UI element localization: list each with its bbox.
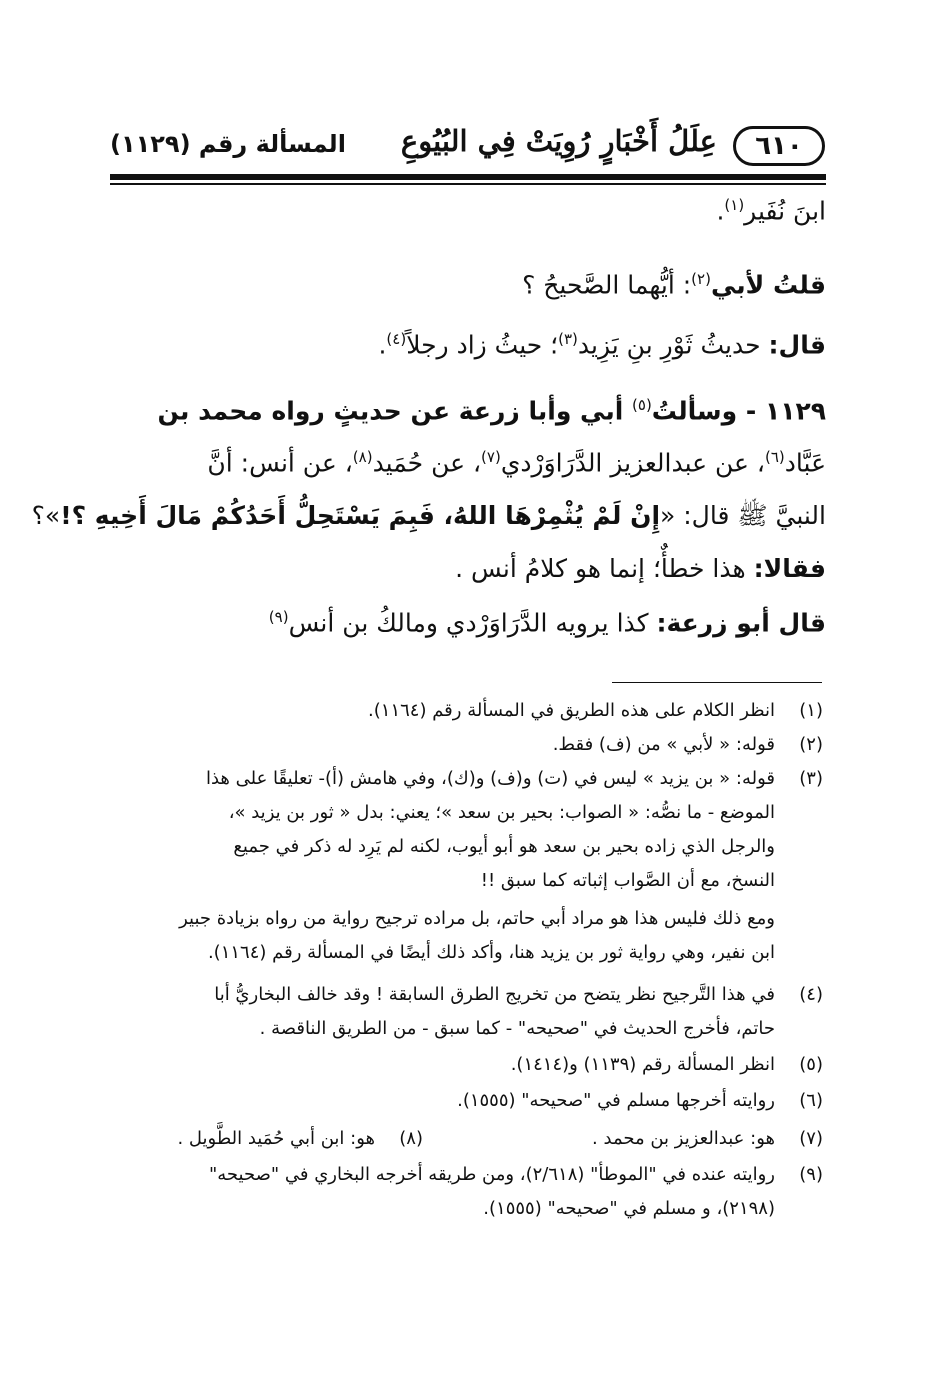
footnote-number: (١) bbox=[799, 700, 823, 721]
main-text-span: »؟ bbox=[31, 501, 61, 530]
footnote-item bbox=[118, 700, 823, 730]
page-number: ٦١٠ bbox=[733, 126, 825, 166]
footnote-text: روايته عنده في "الموطأ" (٢/٦١٨)، ومن طريقه أخرجه البخاري في "صحيحه" bbox=[209, 1164, 775, 1185]
footnote-continuation bbox=[118, 1198, 823, 1228]
main-text-span: . bbox=[716, 196, 725, 226]
speaker-label: قال أبو زرعة: bbox=[656, 608, 826, 638]
speaker-label: فقالا: bbox=[753, 554, 826, 583]
footnote-number: (٤) bbox=[799, 984, 823, 1005]
main-text-span: كذا يرويه الدَّرَاوَرْدي ومالكُ بن أنس bbox=[288, 608, 657, 638]
footnote-ref: (٦) bbox=[765, 448, 785, 466]
main-text-span: ، عن حُمَيد bbox=[372, 448, 482, 478]
main-text-span: عَبَّاد bbox=[784, 448, 826, 478]
main-text-span: ، عن أنس: أنَّ bbox=[207, 448, 353, 478]
footnote-text: هو: عبدالعزيز بن محمد . bbox=[592, 1128, 775, 1149]
footnote-text: (٢١٩٨)، و مسلم في "صحيحه" (١٥٥٥). bbox=[483, 1198, 775, 1219]
footnote-text: قوله: « لأبي » من (ف) فقط. bbox=[552, 734, 775, 755]
footnote-text: النسخ، مع أن الصَّواب إثباته كما سبق !! bbox=[480, 870, 775, 891]
hadith-text: إِنْ لَمْ يُثْمِرْهَا اللهُ، فَبِمَ يَسْتَحِلُّ أَحَدُكُمْ مَالَ أَخِيهِ ؟! bbox=[60, 501, 661, 530]
main-text-span: هذا خطأٌ؛ إنما هو كلامُ أنس . bbox=[455, 554, 754, 583]
issue-label: المسألة رقم (١١٢٩) bbox=[110, 130, 346, 158]
speaker-label: قلتُ لأبي bbox=[710, 270, 826, 300]
main-text-span: النبيَّ ﷺ قال: « bbox=[660, 501, 826, 530]
footnote-ref: (٣) bbox=[558, 330, 578, 348]
footnote-text: قوله: « بن يزيد » ليس في (ت) و(ف) و(ك)، وفي هامش (أ)- تعليقًا على هذا bbox=[205, 768, 775, 789]
footnote-number: (٢) bbox=[799, 734, 823, 755]
footnote-ref: (٢) bbox=[691, 270, 711, 288]
footnote-number: (٦) bbox=[799, 1090, 823, 1111]
footnote-item bbox=[118, 768, 823, 798]
footnote-item bbox=[118, 1128, 823, 1158]
main-text-span: حديثُ ثَوْرِ بنِ يَزِيد bbox=[577, 330, 769, 360]
footnote-text: ومع ذلك فليس هذا هو مراد أبي حاتم، بل مراده ترجيح رواية من رواه بزيادة جبير bbox=[179, 908, 775, 929]
footnote-text: ابن نفير، وهي رواية ثور بن يزيد هنا، وأكد ذلك أيضًا في المسألة رقم (١١٦٤). bbox=[207, 942, 775, 963]
footnote-continuation bbox=[118, 942, 823, 972]
footnote-item bbox=[118, 1090, 823, 1120]
footnote-continuation bbox=[118, 1018, 823, 1048]
main-text-span: ابنَ نُفَير bbox=[744, 196, 826, 226]
footnote-number: (٩) bbox=[799, 1164, 823, 1185]
main-text-span: : أيُّهما الصَّحيحُ ؟ bbox=[522, 270, 692, 300]
footnote-number: (٥) bbox=[799, 1054, 823, 1075]
footnote-continuation bbox=[118, 836, 823, 866]
footnote-item bbox=[118, 1054, 823, 1084]
footnote-ref: (٥) bbox=[632, 396, 652, 414]
issue-heading: ١١٢٩ - وسألتُ bbox=[651, 396, 826, 426]
main-text-span: . bbox=[378, 330, 387, 360]
footnote-text: انظر الكلام على هذه الطريق في المسألة رقم (١١٦٤). bbox=[368, 700, 775, 721]
footnote-text: روايته أخرجها مسلم في "صحيحه" (١٥٥٥). bbox=[457, 1090, 775, 1111]
book-title: عِلَلُ أَخْبَارٍ رُوِيَتْ فِي البُيُوعِ bbox=[400, 124, 717, 158]
footnote-ref: (٩) bbox=[268, 608, 289, 626]
footnote-text: في هذا التَّرجيح نظر يتضح من تخريج الطرق السابقة ! وقد خالف البخاريُّ أبا bbox=[214, 984, 775, 1005]
footnote-ref: (٤) bbox=[386, 330, 407, 348]
footnote-ref: (٨) bbox=[352, 448, 373, 466]
footnote-text: انظر المسألة رقم (١١٣٩) و(١٤١٤). bbox=[510, 1054, 775, 1075]
footnote-number: (٧) bbox=[799, 1128, 823, 1149]
main-text-span: أبي وأبا زرعة عن حديثٍ رواه محمد بن bbox=[157, 396, 633, 426]
footnote-text: الموضع - ما نصُّه: « الصواب: بحير بن سعد »؛ يعني: بدل « ثور بن يزيد »، bbox=[228, 802, 775, 823]
footnote-ref: (٧) bbox=[481, 448, 501, 466]
footnote-continuation bbox=[118, 802, 823, 832]
footnote-continuation bbox=[118, 908, 823, 938]
footnote-text: هو: ابن أبي حُمَيد الطَّويل . bbox=[177, 1128, 375, 1149]
footnote-number: (٣) bbox=[799, 768, 823, 789]
footnote-text: حاتم، فأخرج الحديث في "صحيحه" - كما سبق - من الطريق الناقصة . bbox=[259, 1018, 775, 1039]
footnote-number: (٨) bbox=[399, 1128, 423, 1149]
main-text-span: ، عن عبدالعزيز الدَّرَاوَرْدي bbox=[500, 448, 765, 478]
footnote-item bbox=[118, 1164, 823, 1194]
footnotes bbox=[118, 0, 823, 1381]
speaker-label: قال: bbox=[768, 330, 826, 360]
footnote-text: والرجل الذي زاده بحير بن سعد هو أبو أيوب، لكنه لم يَرِد له ذكر في جميع bbox=[233, 836, 775, 857]
footnote-continuation bbox=[118, 870, 823, 900]
footnote-item bbox=[118, 984, 823, 1014]
footnote-ref: (١) bbox=[724, 196, 745, 214]
main-text-span: ؛ حيثُ زاد رجلاً bbox=[406, 330, 559, 360]
footnote-item bbox=[118, 734, 823, 764]
